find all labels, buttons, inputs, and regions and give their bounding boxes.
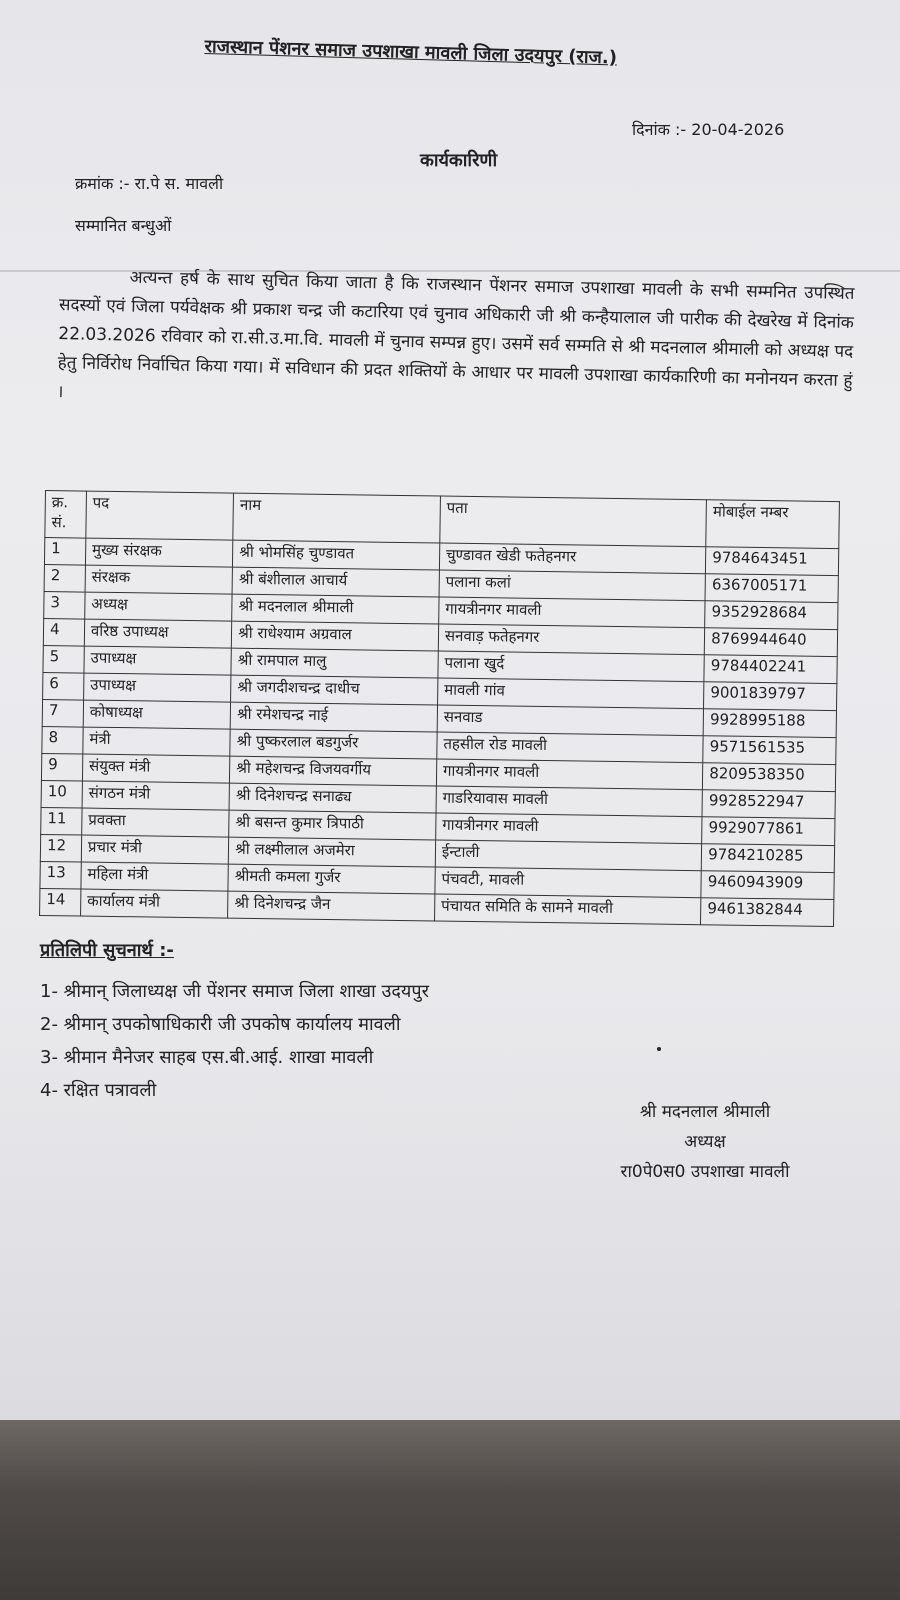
cell-name: श्री राधेश्याम अग्रवाल [231, 621, 438, 651]
cell-name: श्री रमेशचन्द्र नाई [230, 702, 437, 732]
cell-address: गायत्रीनगर मावली [436, 813, 703, 844]
cell-mobile: 9571561535 [703, 736, 836, 765]
cell-sn: 7 [42, 699, 83, 727]
cell-mobile: 8769944640 [704, 628, 837, 657]
header-name: नाम [233, 493, 440, 543]
cell-mobile: 9784643451 [706, 547, 839, 576]
reference-number: क्रमांक :- रा.पे स. मावली [75, 174, 224, 193]
cell-post: महिला मंत्री [81, 862, 229, 891]
ink-dot [657, 1047, 661, 1051]
cell-sn: 3 [44, 591, 85, 619]
cell-name: श्री पुष्करलाल बडगुर्जर [230, 729, 437, 759]
organization-title: राजस्थान पेंशनर समाज उपशाखा मावली जिला उदयपुर (राज.) [204, 35, 618, 69]
cell-address: गायत्रीनगर मावली [436, 759, 703, 790]
cell-address: पंचायत समिति के सामने मावली [434, 894, 701, 925]
cell-post: मुख्य संरक्षक [85, 538, 233, 567]
cell-post: कार्यालय मंत्री [80, 889, 228, 918]
cell-post: संगठन मंत्री [82, 781, 230, 810]
cell-sn: 14 [40, 888, 81, 916]
cell-sn: 11 [41, 807, 82, 835]
cell-address: तहसील रोड मावली [437, 732, 704, 763]
cell-post: संरक्षक [85, 565, 233, 594]
cell-mobile: 9352928684 [705, 601, 838, 630]
cell-sn: 5 [43, 645, 84, 673]
cell-mobile: 9001839797 [704, 682, 837, 711]
cell-mobile: 8209538350 [703, 763, 836, 792]
copy-item: 3- श्रीमान मैनेजर साहब एस.बी.आई. शाखा मावली [40, 1047, 374, 1068]
letter-heading: कार्यकारिणी [420, 150, 498, 171]
signature-block [590, 1097, 820, 1187]
cell-address: पलाना कलां [439, 570, 706, 601]
cell-mobile: 9929077861 [702, 817, 835, 846]
cell-address: पलाना खुर्द [438, 651, 705, 682]
cell-sn: 10 [41, 780, 82, 808]
cell-name: श्री मदनलाल श्रीमाली [232, 594, 439, 624]
cell-sn: 6 [43, 672, 84, 700]
cell-sn: 9 [41, 753, 82, 781]
table-body [40, 538, 839, 927]
header-mobile: मोबाईल नम्बर [706, 500, 839, 549]
copies-heading: प्रतिलिपी सुचनार्थ :- [40, 940, 174, 961]
cell-sn: 13 [40, 861, 81, 889]
cell-post: वरिष्ठ उपाध्यक्ष [84, 619, 232, 648]
signatory-name: श्री मदनलाल श्रीमाली [639, 1102, 771, 1122]
cell-post: उपाध्यक्ष [84, 646, 232, 675]
letter-date: दिनांक :- 20-04-2026 [632, 120, 785, 139]
cell-sn: 8 [42, 726, 83, 754]
copies-list [40, 975, 429, 1107]
signatory-designation: अध्यक्ष [684, 1132, 726, 1152]
cell-post: प्रवक्ता [82, 808, 230, 837]
cell-post: मंत्री [83, 727, 231, 756]
cell-address: सनवाड़ फतेहनगर [438, 624, 705, 655]
copy-item: 1- श्रीमान् जिलाध्यक्ष जी पेंशनर समाज जिला शाखा उदयपुर [40, 981, 429, 1002]
cell-mobile: 9928995188 [703, 709, 836, 738]
cell-name: श्री रामपाल मालु [231, 648, 438, 678]
cell-address: चुण्डावत खेडी फतेहनगर [439, 543, 706, 574]
cell-mobile: 9928522947 [702, 790, 835, 819]
cell-post: संयुक्त मंत्री [82, 754, 230, 783]
committee-table-wrapper [39, 490, 840, 927]
cell-name: श्री बसन्त कुमार त्रिपाठी [229, 810, 436, 840]
salutation: सम्मानित बन्धुओं [75, 216, 172, 235]
cell-mobile: 9460943909 [701, 871, 834, 900]
committee-table [39, 490, 840, 927]
cell-address: गायत्रीनगर मावली [439, 597, 706, 628]
cell-name: श्री दिनेशचन्द्र सनाढ्य [229, 783, 436, 813]
cell-name: श्री लक्ष्मीलाल अजमेरा [228, 837, 435, 867]
cell-name: श्री जगदीशचन्द्र दाधीच [231, 675, 438, 705]
cell-address: सनवाड [437, 705, 704, 736]
copy-item: 2- श्रीमान् उपकोषाधिकारी जी उपकोष कार्यालय मावली [40, 1014, 401, 1035]
body-text: अत्यन्त हर्ष के साथ सुचित किया जाता है कि राजस्थान पेंशनर समाज उपशाखा मावली के सभी सम्मनित उपस्थित सदस्यों एवं जिला पर्यवेक्षक श्री प्रकाश चन्द्र जी कटारिया एवं चुनाव अधिकारी जी श्री कन्हैयालाल जी पारीक की देखरेख में दिनांक 22.03.2026 रविवार को रा.सी.उ.मा.वि. मावली में चुनाव सम्पन्न हुए। उसमें सर्व सम्मति से श्री मदनलाल श्रीमाली को अध्यक्ष पद हेतु निर्विरोध निर्वाचित किया गया। में सविधान की प्रदत शक्तियों के आधार पर मावली उपशाखा कार्यकारिणी का मनोनयन करता हुं । [56, 267, 855, 403]
cell-name: श्री बंशीलाल आचार्य [232, 567, 439, 597]
cell-sn: 2 [44, 564, 85, 592]
cell-address: मावली गांव [437, 678, 704, 709]
cell-name: श्री भोमसिंह चुण्डावत [233, 540, 440, 570]
header-sn: क्र. सं. [45, 491, 87, 539]
cell-name: श्री दिनेशचन्द्र जैन [228, 891, 435, 921]
cell-address: ईन्टाली [435, 840, 702, 871]
cell-sn: 1 [44, 538, 85, 566]
cell-mobile: 9784402241 [704, 655, 837, 684]
header-address: पता [440, 496, 707, 547]
cell-mobile: 9784210285 [701, 844, 834, 873]
cell-sn: 4 [43, 618, 84, 646]
background-surface [0, 1420, 900, 1600]
cell-mobile: 9461382844 [701, 898, 834, 927]
cell-post: प्रचार मंत्री [81, 835, 229, 864]
header-post: पद [86, 491, 234, 540]
cell-name: श्री महेशचन्द्र विजयवर्गीय [230, 756, 437, 786]
cell-post: उपाध्यक्ष [83, 673, 231, 702]
cell-address: गाडरियावास मावली [436, 786, 703, 817]
copy-item: 4- रक्षित पत्रावली [40, 1080, 157, 1101]
cell-mobile: 6367005171 [705, 574, 838, 603]
cell-name: श्रीमती कमला गुर्जर [228, 864, 435, 894]
cell-sn: 12 [40, 834, 81, 862]
cell-address: पंचवटी, मावली [435, 867, 702, 898]
signatory-org: रा0पे0स0 उपशाखा मावली [620, 1162, 790, 1182]
cell-post: कोषाध्यक्ष [83, 700, 231, 729]
body-paragraph [57, 262, 855, 425]
cell-post: अध्यक्ष [85, 592, 233, 621]
